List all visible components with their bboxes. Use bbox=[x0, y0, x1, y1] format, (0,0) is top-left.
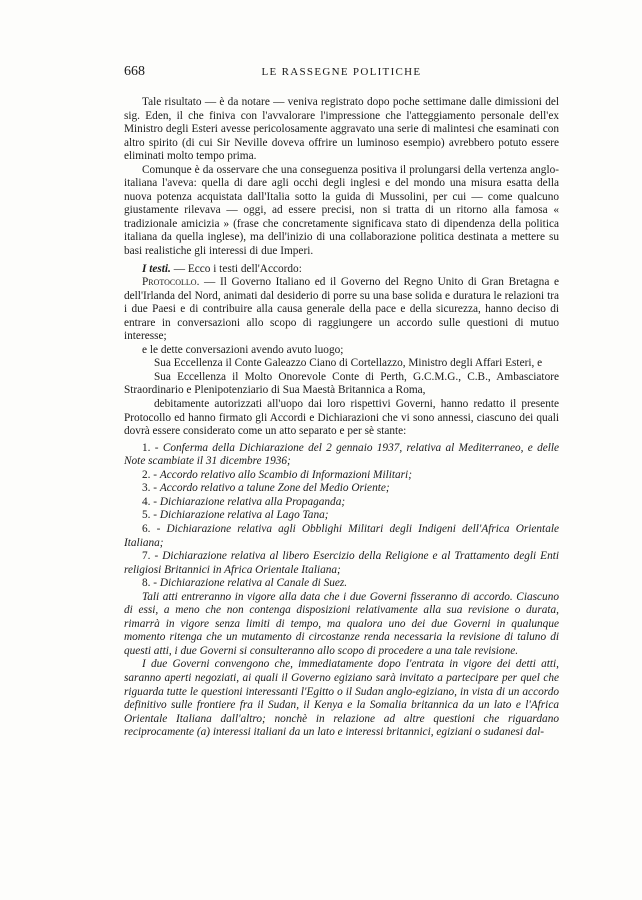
paragraph-due-governi: I due Governi convengono che, immediatamente dopo l'entrata in vigore dei detti atti, saranno aperti negoziati, ai quali il Governo egiziano sarà invitato a partecipare per quel che riguarda tutte le questioni interessanti l'Egitto o il Sudan anglo-egiziano, in vista di un accordo definitivo sulle frontiere fra il Sudan, il Kenya e la Somalia britannica da un lato e l'Africa Orientale Italiana dall'altro; nonchè in relazione ad altre questioni che riguardano reciprocamente (a) interessi italiani da un lato e interessi britannici, egiziani o sudanesi dal- bbox=[124, 658, 559, 739]
protocollo-label: Protocollo. bbox=[142, 276, 200, 289]
list-item: 3. - Accordo relativo a talune Zone del Medio Oriente; bbox=[142, 482, 390, 495]
annex-list bbox=[124, 442, 559, 591]
list-item: 1. - Conferma della Dichiarazione del 2 gennaio 1937, relativa al Mediterraneo, e delle Note scambiate il 31 dicembre 1936; bbox=[124, 441, 560, 468]
paragraph-risultato: Tale risultato — è da notare — veniva registrato dopo poche settimane dalle dimissioni del sig. Eden, il che finiva con l'avvalorare l'impressione che l'atteggiamento personale dell'ex Ministro degli Esteri avesse pericolosamente aggravato una serie di malintesi che esaminati con altro spirito (di cui Sir Neville doveva offrire un luminoso esempio) avrebbero potuto essere eliminati molto tempo prima. bbox=[124, 96, 559, 163]
paragraph-protocollo bbox=[124, 276, 559, 344]
paragraph-autorizzati: debitamente autorizzati all'uopo dai loro rispettivi Governi, hanno redatto il presente Protocollo ed hanno firmato gli Accordi e Dichiarazioni che vi sono annessi, ciascuno dei quali dovrà essere considerato come un atto separato e per sè stante: bbox=[124, 398, 559, 438]
section-heading-testi: I testi. bbox=[142, 262, 171, 275]
list-item: 5. - Dichiarazione relativa al Lago Tana; bbox=[142, 509, 329, 522]
page-number: 668 bbox=[124, 64, 145, 79]
paragraph-ciano: Sua Eccellenza il Conte Galeazzo Ciano di Cortellazzo, Ministro degli Affari Esteri, e bbox=[154, 357, 543, 370]
paragraph-comunque: Comunque è da osservare che una conseguenza positiva il prolungarsi della vertenza anglo-italiana l'aveva: quella di dare agli occhi degli inglesi e del mondo una misura esatta della nuova potenza acquistata dall'Italia sotto la guida di Mussolini, per cui — come qualcuno giustamente rilevava — oggi, ad essere precisi, non si tratta di un ritorno alla famosa « tradizionale amicizia » (frase che concretamente significava stato di dipendenza della politica italiana da quella inglese), ma dell'inizio di una collaborazione politica destinata a mettere su basi realistiche gli interessi di due Imperi. bbox=[124, 163, 559, 258]
list-item: 2. - Accordo relativo allo Scambio di Informazioni Militari; bbox=[142, 468, 412, 481]
paragraph-conversazioni: e le dette conversazioni avendo avuto luogo; bbox=[142, 343, 344, 356]
running-title: LE RASSEGNE POLITICHE bbox=[261, 66, 422, 78]
article-body bbox=[124, 96, 559, 740]
protocollo-text: — Il Governo Italiano ed il Governo del Regno Unito di Gran Bretagna e dell'Irlanda del Nord, animati dal desiderio di porre su una base solida e duratura le relazioni tra i due Paesi e di contribuire alla causa generale della pace e della sicurezza, hanno deciso di entrare in conversazioni allo scopo di raggiungere un accordo sulle questioni di mutuo interesse; bbox=[124, 276, 559, 343]
paragraph-tali-atti: Tali atti entreranno in vigore alla data che i due Governi fisseranno di accordo. Ciascuno di essi, a meno che non contenga disposizioni relativamente alla sua revisione o durata, rimarrà in vigore senza limiti di tempo, ma qualora uno dei due Governi in qualunque momento ritenga che un mutamento di circostanze renda necessaria la revisione di taluno di questi atti, i due Governi si consulteranno allo scopo di procedere a una tale revisione. bbox=[124, 590, 559, 657]
section-testi bbox=[124, 263, 559, 277]
list-item: 6. - Dichiarazione relativa agli Obblighi Militari degli Indigeni dell'Africa Orientale Italiana; bbox=[124, 522, 559, 549]
list-item: 7. - Dichiarazione relativa al libero Esercizio della Religione e al Trattamento degli Enti religiosi Britannici in Africa Orientale Italiana; bbox=[124, 550, 560, 576]
list-item: 4. - Dichiarazione relativa alla Propaganda; bbox=[142, 495, 346, 508]
paragraph-perth: Sua Eccellenza il Molto Onorevole Conte di Perth, G.C.M.G., C.B., Ambasciatore Straordinario e Plenipotenziario di Sua Maestà Britannica a Roma, bbox=[124, 370, 559, 397]
section-testi-text: — Ecco i testi dell'Accordo: bbox=[170, 262, 302, 275]
page-header bbox=[124, 64, 559, 82]
list-item: 8. - Dichiarazione relativa al Canale di Suez. bbox=[142, 577, 348, 590]
